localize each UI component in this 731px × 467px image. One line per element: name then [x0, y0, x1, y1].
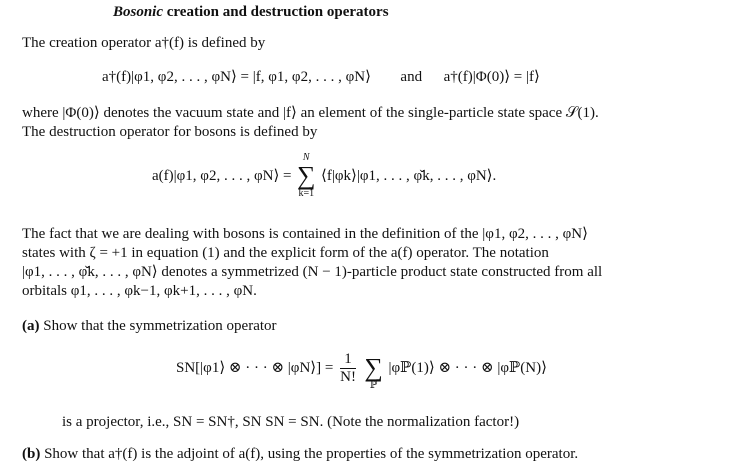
equation-symmetrization-lhs: SN[|φ1⟩ ⊗ · · · ⊗ |φN⟩] =	[176, 360, 334, 376]
equation-creation-right: a†(f)|Φ(0)⟩ = |f⟩	[443, 69, 540, 85]
equation-symmetrization-rhs: |φℙ(1)⟩ ⊗ · · · ⊗ |φℙ(N)⟩	[388, 360, 547, 376]
normalization-fraction	[340, 351, 356, 386]
paragraph-creation-intro: The creation operator a†(f) is defined by	[22, 35, 266, 51]
paragraph-bosons-line3: |φ1, . . . , φ̌k, . . . , φN⟩ denotes a symmetrized (N − 1)-particle product state constructed from all	[22, 264, 603, 280]
equation-creation	[102, 67, 540, 87]
equation-creation-and: and	[400, 69, 423, 85]
permutation-sum-lower-limit: ℙ	[369, 380, 378, 391]
projector-statement: is a projector, i.e., SN = SN†, SN SN = SN. (Note the normalization factor!)	[62, 414, 520, 430]
section-heading	[113, 2, 389, 22]
permutation-summation-sign: ∑ ℙ	[364, 353, 383, 391]
sum-upper-limit: N	[302, 152, 310, 163]
paragraph-vacuum-line2: The destruction operator for bosons is defined by	[22, 124, 318, 140]
equation-destruction	[152, 153, 496, 199]
part-b-text: Show that a†(f) is the adjoint of a(f), using the properties of the symmetrization operator.	[44, 446, 579, 462]
equation-creation-left: a†(f)|φ1, φ2, . . . , φN⟩ = |f, φ1, φ2, . . . , φN⟩	[102, 69, 371, 85]
paragraph-bosons-line4: orbitals φ1, . . . , φk−1, φk+1, . . . , φN.	[22, 283, 257, 299]
summation-sign: N ∑ k=1	[296, 152, 316, 199]
part-a-label: (a)	[22, 318, 40, 334]
equation-destruction-rhs: ⟨f|φk⟩|φ1, . . . , φ̌k, . . . , φN⟩.	[321, 168, 497, 184]
heading-italic: Bosonic	[113, 4, 164, 20]
equation-symmetrization	[176, 345, 547, 391]
paragraph-bosons-line1: The fact that we are dealing with bosons is contained in the definition of the |φ1, φ2, . . . , φN⟩	[22, 226, 588, 242]
equation-destruction-lhs: a(f)|φ1, φ2, . . . , φN⟩ =	[152, 168, 292, 184]
fraction-denominator: N!	[340, 368, 356, 385]
heading-rest: creation and destruction operators	[163, 4, 389, 20]
part-b	[22, 444, 578, 464]
paragraph-bosons-line2: states with ζ = +1 in equation (1) and the explicit form of the a(f) operator. The notation	[22, 245, 549, 261]
part-a-text: Show that the symmetrization operator	[43, 318, 277, 334]
part-b-label: (b)	[22, 446, 41, 462]
part-a	[22, 316, 277, 336]
sum-lower-limit: k=1	[298, 188, 315, 199]
paragraph-vacuum-line1: where |Φ(0)⟩ denotes the vacuum state and |f⟩ an element of the single-particle state space 𝒮(1).	[22, 105, 599, 121]
fraction-numerator: 1	[340, 351, 356, 369]
